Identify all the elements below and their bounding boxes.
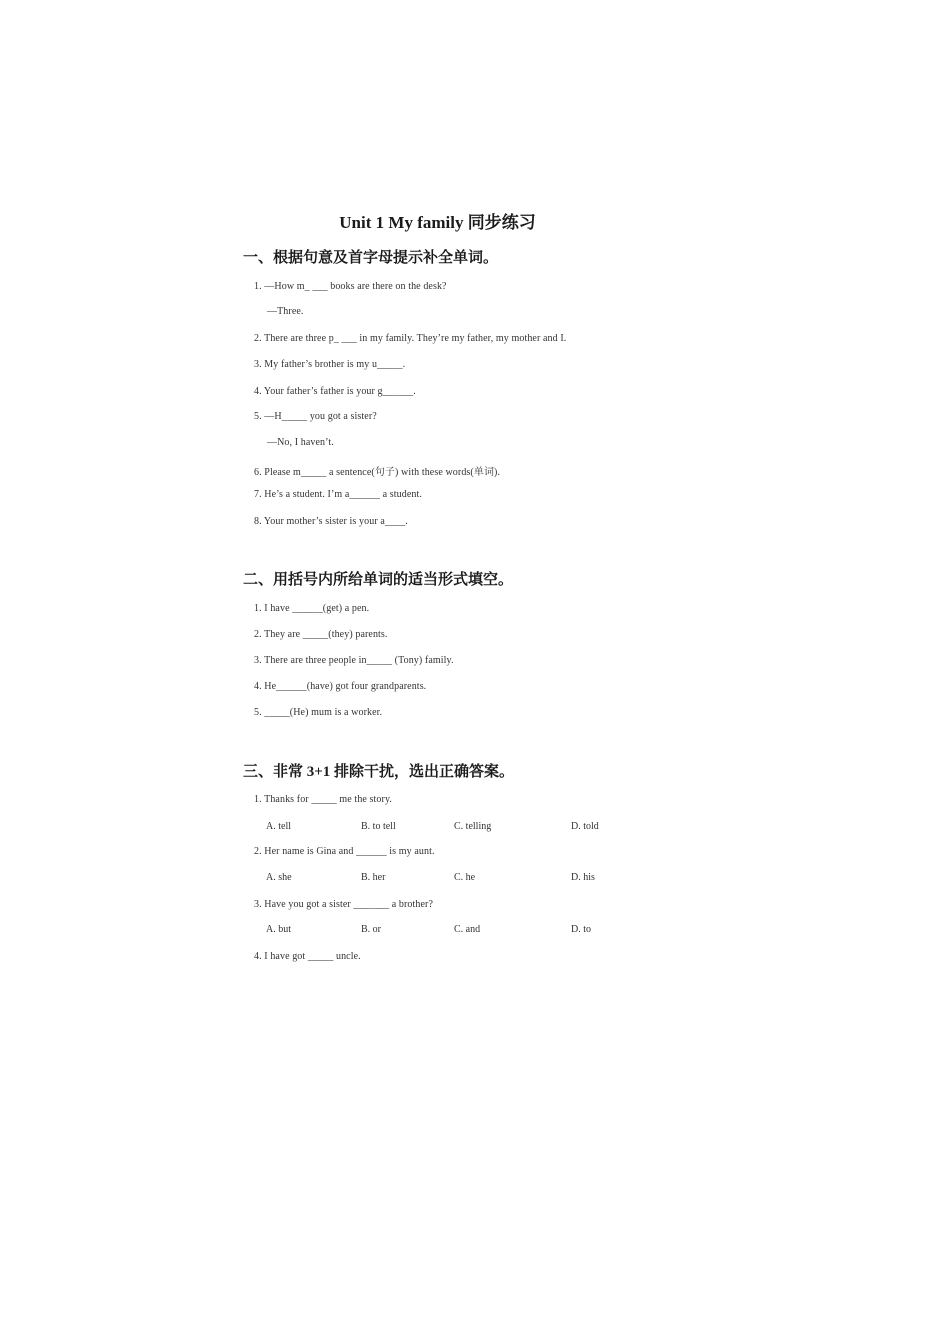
- s3-q3-option-a: A. but: [266, 924, 291, 935]
- s1-line-8: 6. Please m_____ a sentence(句子) with these words(单词).: [254, 467, 501, 478]
- s3-q3-option-b: B. or: [361, 924, 381, 935]
- s3-q4-stem: 4. I have got _____ uncle.: [254, 951, 361, 962]
- s1-line-3: 2. There are three p_ ___ in my family. They’re my father, my mother and I.: [254, 333, 567, 344]
- s3-q2-stem: 2. Her name is Gina and ______ is my aunt.: [254, 846, 435, 857]
- s2-line-4: 4. He______(have) got four grandparents.: [254, 681, 427, 692]
- s3-q2-option-a: A. she: [266, 872, 292, 883]
- s2-line-3: 3. There are three people in_____ (Tony) family.: [254, 655, 454, 666]
- s3-q2-option-c: C. he: [454, 872, 476, 883]
- s1-line-10: 8. Your mother’s sister is your a____.: [254, 516, 408, 527]
- s1-line-4: 3. My father’s brother is my u_____.: [254, 359, 406, 370]
- s1-line-6: 5. —H_____ you got a sister?: [254, 411, 377, 422]
- s2-line-1: 1. I have ______(get) a pen.: [254, 603, 370, 614]
- section-2-heading: 二、用括号内所给单词的适当形式填空。: [243, 572, 514, 588]
- s2-line-2: 2. They are _____(they) parents.: [254, 629, 388, 640]
- s3-q1-option-b: B. to tell: [361, 821, 396, 832]
- s1-line-2: —Three.: [267, 306, 304, 317]
- s3-q3-option-d: D. to: [571, 924, 591, 935]
- s2-line-5: 5. _____(He) mum is a worker.: [254, 707, 383, 718]
- s1-line-9: 7. He’s a student. I’m a______ a student.: [254, 489, 422, 500]
- s1-line-1: 1. —How m_ ___ books are there on the desk?: [254, 281, 447, 292]
- s3-q1-stem: 1. Thanks for _____ me the story.: [254, 794, 393, 805]
- s1-line-7: —No, I haven’t.: [267, 437, 334, 448]
- s3-q3-option-c: C. and: [454, 924, 481, 935]
- page-title: Unit 1 My family 同步练习: [339, 213, 536, 232]
- s3-q2-option-d: D. his: [571, 872, 595, 883]
- section-3-heading: 三、非常 3+1 排除干扰，选出正确答案。: [243, 764, 515, 780]
- section-1-heading: 一、根据句意及首字母提示补全单词。: [243, 250, 499, 266]
- s1-line-5: 4. Your father’s father is your g______.: [254, 386, 416, 397]
- s3-q2-option-b: B. her: [361, 872, 386, 883]
- s3-q1-option-c: C. telling: [454, 821, 492, 832]
- s3-q1-option-a: A. tell: [266, 821, 291, 832]
- s3-q1-option-d: D. told: [571, 821, 599, 832]
- s3-q3-stem: 3. Have you got a sister _______ a brother?: [254, 899, 433, 910]
